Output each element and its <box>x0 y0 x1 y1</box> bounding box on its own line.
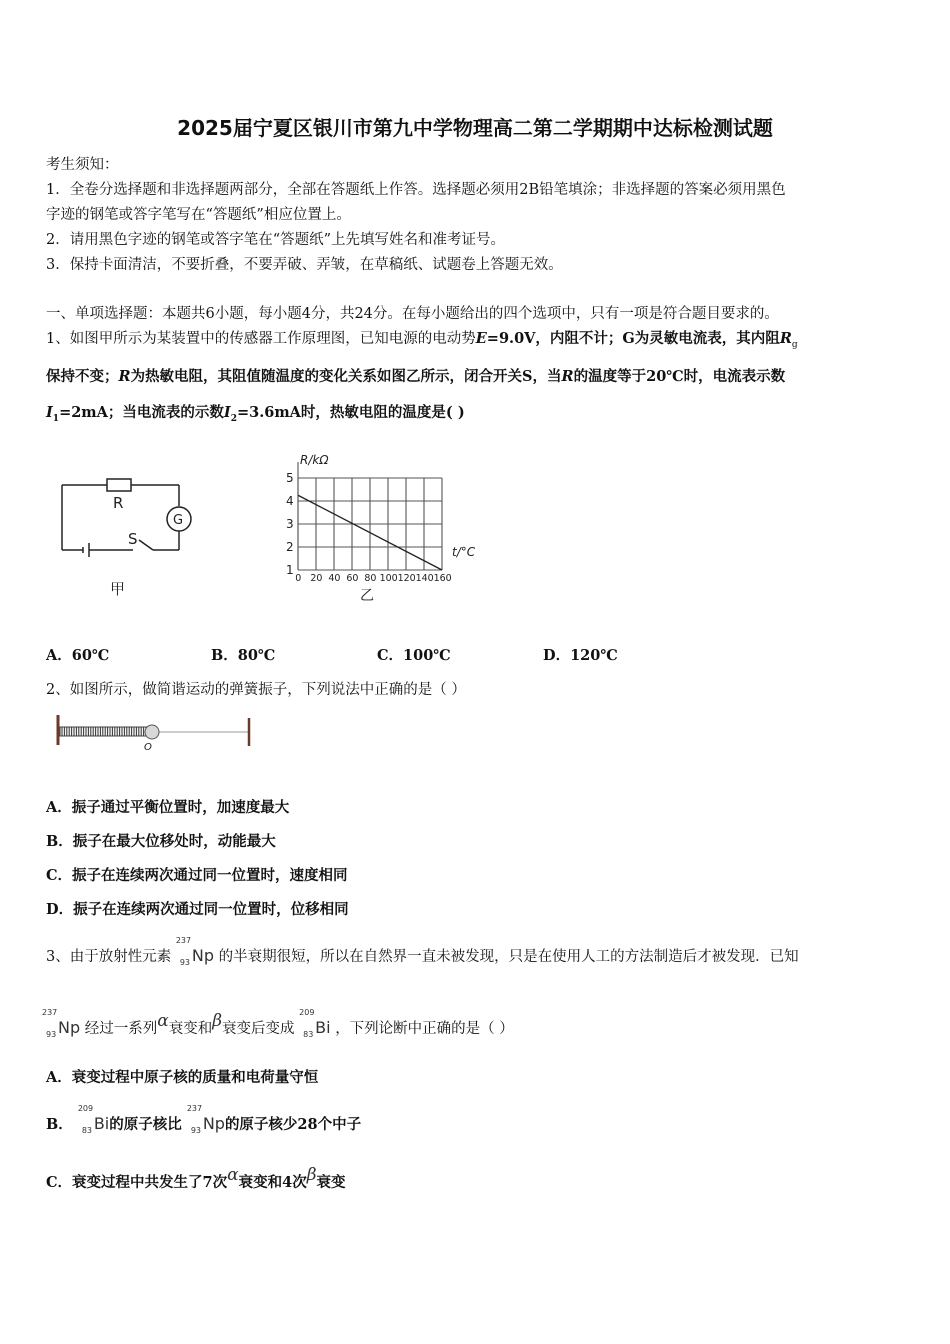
q3-line-2: 237 93 Np 经过一系列α衰变和β衰变后变成 209 83 Bi ，下列论断中正确的是（ ） <box>42 1008 514 1039</box>
q1-line-3: $I_1=2mA$；当电流表的示数$I_2=3.6mA$时，热敏电阻的温度是( ) <box>46 404 465 424</box>
notice-line-3: 3．保持卡面清洁，不要折叠，不要弄破、弄皱，在草稿纸、试题卷上答题无效。 <box>46 257 563 273</box>
isotope-bi: 209 83 Bi <box>77 1104 110 1135</box>
beta-symbol: β <box>306 1165 317 1185</box>
notice-line-1: 1．全卷分选择题和非选择题两部分，全部在答题纸上作答。选择题必须用2B铅笔填涂；非选择题的答案必须用黑色 <box>46 182 786 198</box>
q1-line-2: 保持不变；R为热敏电阻，其阻值随温度的变化关系如图乙所示，闭合开关S，当R的温度等于20℃时，电流表示数 <box>46 368 786 385</box>
isotope-np: 237 93 Np <box>175 936 214 967</box>
x-tick-label: 140 <box>415 573 434 584</box>
isotope-np: 237 93 Np <box>186 1104 225 1135</box>
resistor-symbol <box>107 479 131 491</box>
x-tick-label: 120 <box>397 573 416 584</box>
q2-option-b[interactable]: B．振子在最大位移处时，动能最大 <box>46 833 276 850</box>
notice-heading: 考生须知： <box>46 157 119 173</box>
q2-option-c[interactable]: C．振子在连续两次通过同一位置时，速度相同 <box>46 867 348 884</box>
q3-option-b[interactable]: B． 209 83 Bi的原子核比 237 93 Np的原子核少28个中子 <box>46 1104 362 1135</box>
isotope-bi: 209 83 Bi <box>299 1008 331 1039</box>
y-tick-label: 5 <box>286 471 294 485</box>
q1-option-b[interactable]: B．80℃ <box>211 647 276 664</box>
y-tick-label: 1 <box>286 563 294 577</box>
x-tick-label: 100 <box>379 573 398 584</box>
x-tick-label: 0 <box>295 573 302 584</box>
q1-option-a[interactable]: A．60℃ <box>46 647 110 664</box>
resistance-temperature-graph <box>280 448 495 608</box>
oscillator-ball <box>145 725 159 739</box>
q2-stem: 2、如图所示，做简谐运动的弹簧振子，下列说法中正确的是（ ） <box>46 682 466 698</box>
galvanometer-label: G <box>173 513 184 528</box>
notice-line-1b: 字迹的钢笔或答字笔写在“答题纸”相应位置上。 <box>46 207 351 223</box>
y-tick-label: 2 <box>286 540 294 554</box>
q2-option-a[interactable]: A．振子通过平衡位置时，加速度最大 <box>46 799 290 816</box>
circuit-diagram <box>55 470 200 605</box>
equilibrium-label: O <box>144 742 152 752</box>
notice-line-2: 2．请用黑色字迹的钢笔或答字笔在“答题纸”上先填写姓名和准考证号。 <box>46 232 506 248</box>
q2-option-d[interactable]: D．振子在连续两次通过同一位置时，位移相同 <box>46 901 349 918</box>
isotope-np: 237 93 Np <box>42 1008 81 1039</box>
x-tick-label: 40 <box>328 573 341 584</box>
alpha-symbol: α <box>227 1165 239 1185</box>
x-tick-label: 20 <box>310 573 323 584</box>
x-axis-label: t/°C <box>452 545 476 559</box>
q1-line-1: 1、如图甲所示为某装置中的传感器工作原理图，已知电源的电动势E=9.0V，内阻不计；G为灵敏电流表，其内阻$R_g$ <box>46 330 798 350</box>
switch-label: S <box>128 530 138 548</box>
y-axis-label: R/kΩ <box>300 453 329 467</box>
y-tick-label: 3 <box>286 517 294 531</box>
y-tick-label: 4 <box>286 494 294 508</box>
switch-symbol <box>139 540 153 550</box>
q1-option-d[interactable]: D．120℃ <box>543 647 618 664</box>
section-heading: 一、单项选择题：本题共6小题，每小题4分，共24分。在每小题给出的四个选项中，只有一项是符合题目要求的。 <box>46 306 779 322</box>
q3-option-c[interactable]: C．衰变过程中共发生了7次α衰变和4次β衰变 <box>46 1165 346 1191</box>
beta-symbol: β <box>212 1011 223 1031</box>
alpha-symbol: α <box>157 1011 169 1031</box>
page-title: 2025届宁夏区银川市第九中学物理高二第二学期期中达标检测试题 <box>177 116 773 140</box>
resistor-label: R <box>113 494 124 512</box>
q1-option-c[interactable]: C．100℃ <box>377 647 451 664</box>
x-tick-label: 80 <box>364 573 377 584</box>
q3-line-1: 3、由于放射性元素 237 93 Np 的半衰期很短，所以在自然界一直未被发现，只是在使用人工的方法制造后才被发现．已知 <box>46 936 799 967</box>
x-tick-label: 160 <box>433 573 452 584</box>
figure-caption-yi: 乙 <box>360 588 374 604</box>
q3-option-a[interactable]: A．衰变过程中原子核的质量和电荷量守恒 <box>46 1069 319 1086</box>
x-tick-label: 60 <box>346 573 359 584</box>
spring-oscillator-diagram <box>48 712 258 752</box>
figure-caption-jia: 甲 <box>110 580 126 598</box>
